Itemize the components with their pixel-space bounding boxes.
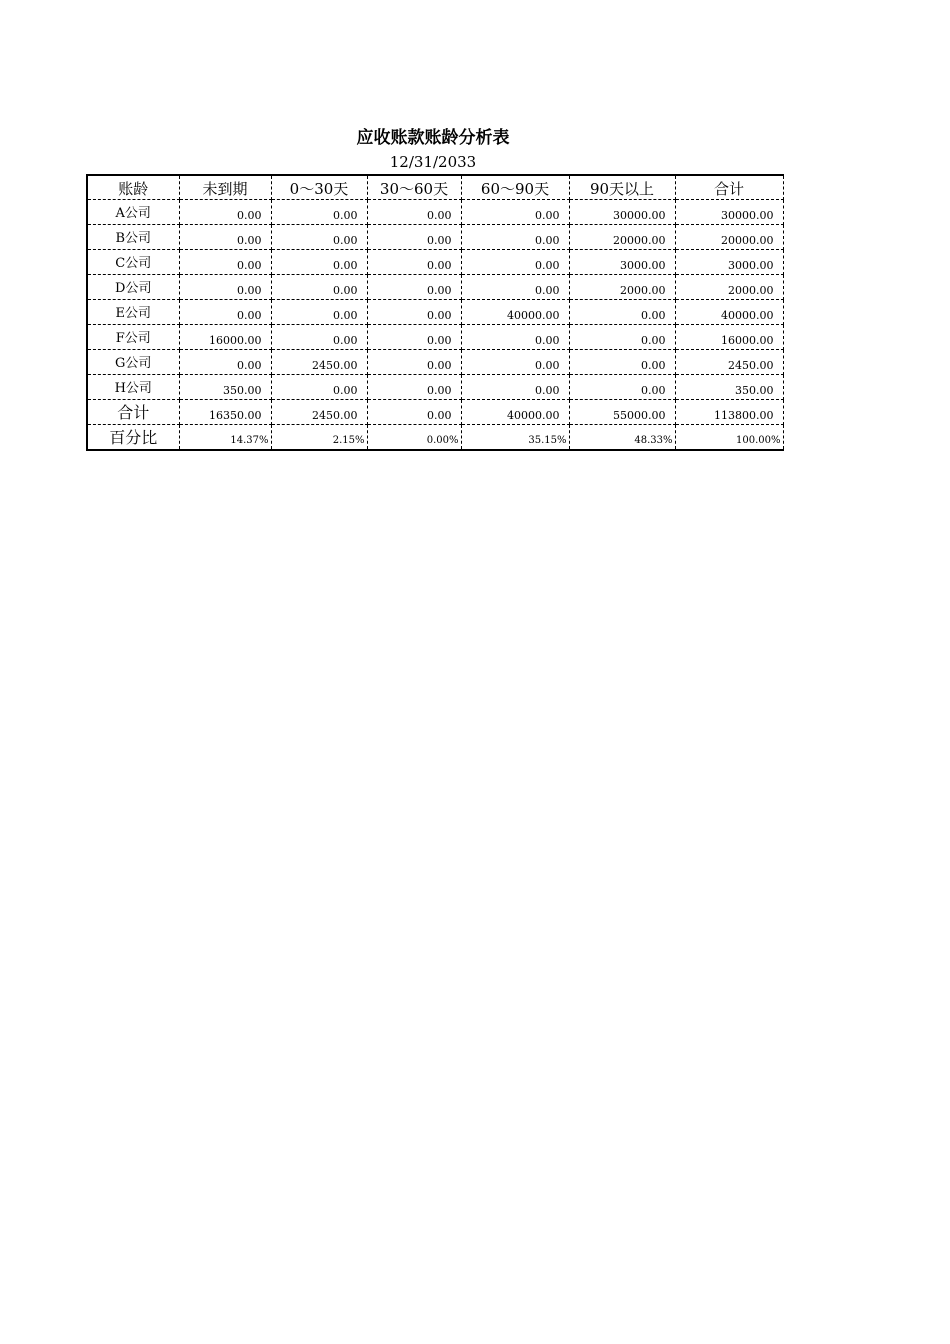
- percent-row: [87, 425, 783, 451]
- cell-30-60: 0.00: [367, 375, 461, 400]
- cell-total: 2450.00: [675, 350, 783, 375]
- total-0-30: 2450.00: [271, 400, 367, 425]
- table-row: [87, 325, 783, 350]
- cell-total: 20000.00: [675, 225, 783, 250]
- cell-total: 2000.00: [675, 275, 783, 300]
- cell-total: 3000.00: [675, 250, 783, 275]
- header-over-90-days: 90天以上: [569, 175, 675, 200]
- cell-30-60: 0.00: [367, 225, 461, 250]
- total-60-90: 40000.00: [461, 400, 569, 425]
- company-name: C公司: [87, 250, 179, 275]
- cell-total: 30000.00: [675, 200, 783, 225]
- cell-over-90: 0.00: [569, 300, 675, 325]
- header-aging: 账龄: [87, 175, 179, 200]
- table-row: [87, 375, 783, 400]
- company-name: H公司: [87, 375, 179, 400]
- cell-30-60: 0.00: [367, 300, 461, 325]
- cell-over-90: 2000.00: [569, 275, 675, 300]
- report-date: 12/31/2033: [389, 153, 477, 171]
- percent-60-90: 35.15%: [461, 425, 569, 451]
- cell-60-90: 0.00: [461, 375, 569, 400]
- report-title: 应收账款账龄分析表: [356, 128, 510, 148]
- cell-30-60: 0.00: [367, 325, 461, 350]
- percent-label: 百分比: [87, 425, 179, 451]
- company-name: F公司: [87, 325, 179, 350]
- header-60-90-days: 60～90天: [461, 175, 569, 200]
- cell-not-due: 16000.00: [179, 325, 271, 350]
- cell-0-30: 0.00: [271, 225, 367, 250]
- cell-0-30: 0.00: [271, 325, 367, 350]
- table-row: [87, 350, 783, 375]
- header-0-30-days: 0～30天: [271, 175, 367, 200]
- cell-total: 16000.00: [675, 325, 783, 350]
- cell-60-90: 0.00: [461, 250, 569, 275]
- cell-not-due: 0.00: [179, 200, 271, 225]
- cell-30-60: 0.00: [367, 350, 461, 375]
- cell-over-90: 30000.00: [569, 200, 675, 225]
- cell-30-60: 0.00: [367, 200, 461, 225]
- cell-60-90: 0.00: [461, 275, 569, 300]
- percent-0-30: 2.15%: [271, 425, 367, 451]
- total-30-60: 0.00: [367, 400, 461, 425]
- company-name: D公司: [87, 275, 179, 300]
- cell-not-due: 350.00: [179, 375, 271, 400]
- cell-over-90: 20000.00: [569, 225, 675, 250]
- table-row: [87, 275, 783, 300]
- cell-not-due: 0.00: [179, 225, 271, 250]
- table-row: [87, 200, 783, 225]
- percent-30-60: 0.00%: [367, 425, 461, 451]
- cell-over-90: 0.00: [569, 375, 675, 400]
- cell-not-due: 0.00: [179, 300, 271, 325]
- cell-total: 40000.00: [675, 300, 783, 325]
- total-label: 合计: [87, 400, 179, 425]
- total-grand: 113800.00: [675, 400, 783, 425]
- table-row: [87, 250, 783, 275]
- cell-over-90: 0.00: [569, 325, 675, 350]
- company-name: G公司: [87, 350, 179, 375]
- percent-over-90: 48.33%: [569, 425, 675, 451]
- cell-60-90: 40000.00: [461, 300, 569, 325]
- company-name: E公司: [87, 300, 179, 325]
- cell-not-due: 0.00: [179, 250, 271, 275]
- cell-over-90: 0.00: [569, 350, 675, 375]
- table-row: [87, 225, 783, 250]
- table-row: [87, 300, 783, 325]
- cell-30-60: 0.00: [367, 250, 461, 275]
- cell-not-due: 0.00: [179, 350, 271, 375]
- cell-over-90: 3000.00: [569, 250, 675, 275]
- percent-total: 100.00%: [675, 425, 783, 451]
- company-name: A公司: [87, 200, 179, 225]
- header-not-due: 未到期: [179, 175, 271, 200]
- header-30-60-days: 30～60天: [367, 175, 461, 200]
- cell-60-90: 0.00: [461, 325, 569, 350]
- cell-0-30: 2450.00: [271, 350, 367, 375]
- header-row: [87, 175, 783, 200]
- cell-0-30: 0.00: [271, 275, 367, 300]
- percent-not-due: 14.37%: [179, 425, 271, 451]
- cell-60-90: 0.00: [461, 350, 569, 375]
- header-total: 合计: [675, 175, 783, 200]
- aging-table: [86, 174, 784, 451]
- total-row: [87, 400, 783, 425]
- cell-0-30: 0.00: [271, 300, 367, 325]
- cell-60-90: 0.00: [461, 225, 569, 250]
- cell-total: 350.00: [675, 375, 783, 400]
- cell-0-30: 0.00: [271, 200, 367, 225]
- cell-30-60: 0.00: [367, 275, 461, 300]
- cell-0-30: 0.00: [271, 250, 367, 275]
- cell-not-due: 0.00: [179, 275, 271, 300]
- cell-0-30: 0.00: [271, 375, 367, 400]
- company-name: B公司: [87, 225, 179, 250]
- cell-60-90: 0.00: [461, 200, 569, 225]
- total-not-due: 16350.00: [179, 400, 271, 425]
- total-over-90: 55000.00: [569, 400, 675, 425]
